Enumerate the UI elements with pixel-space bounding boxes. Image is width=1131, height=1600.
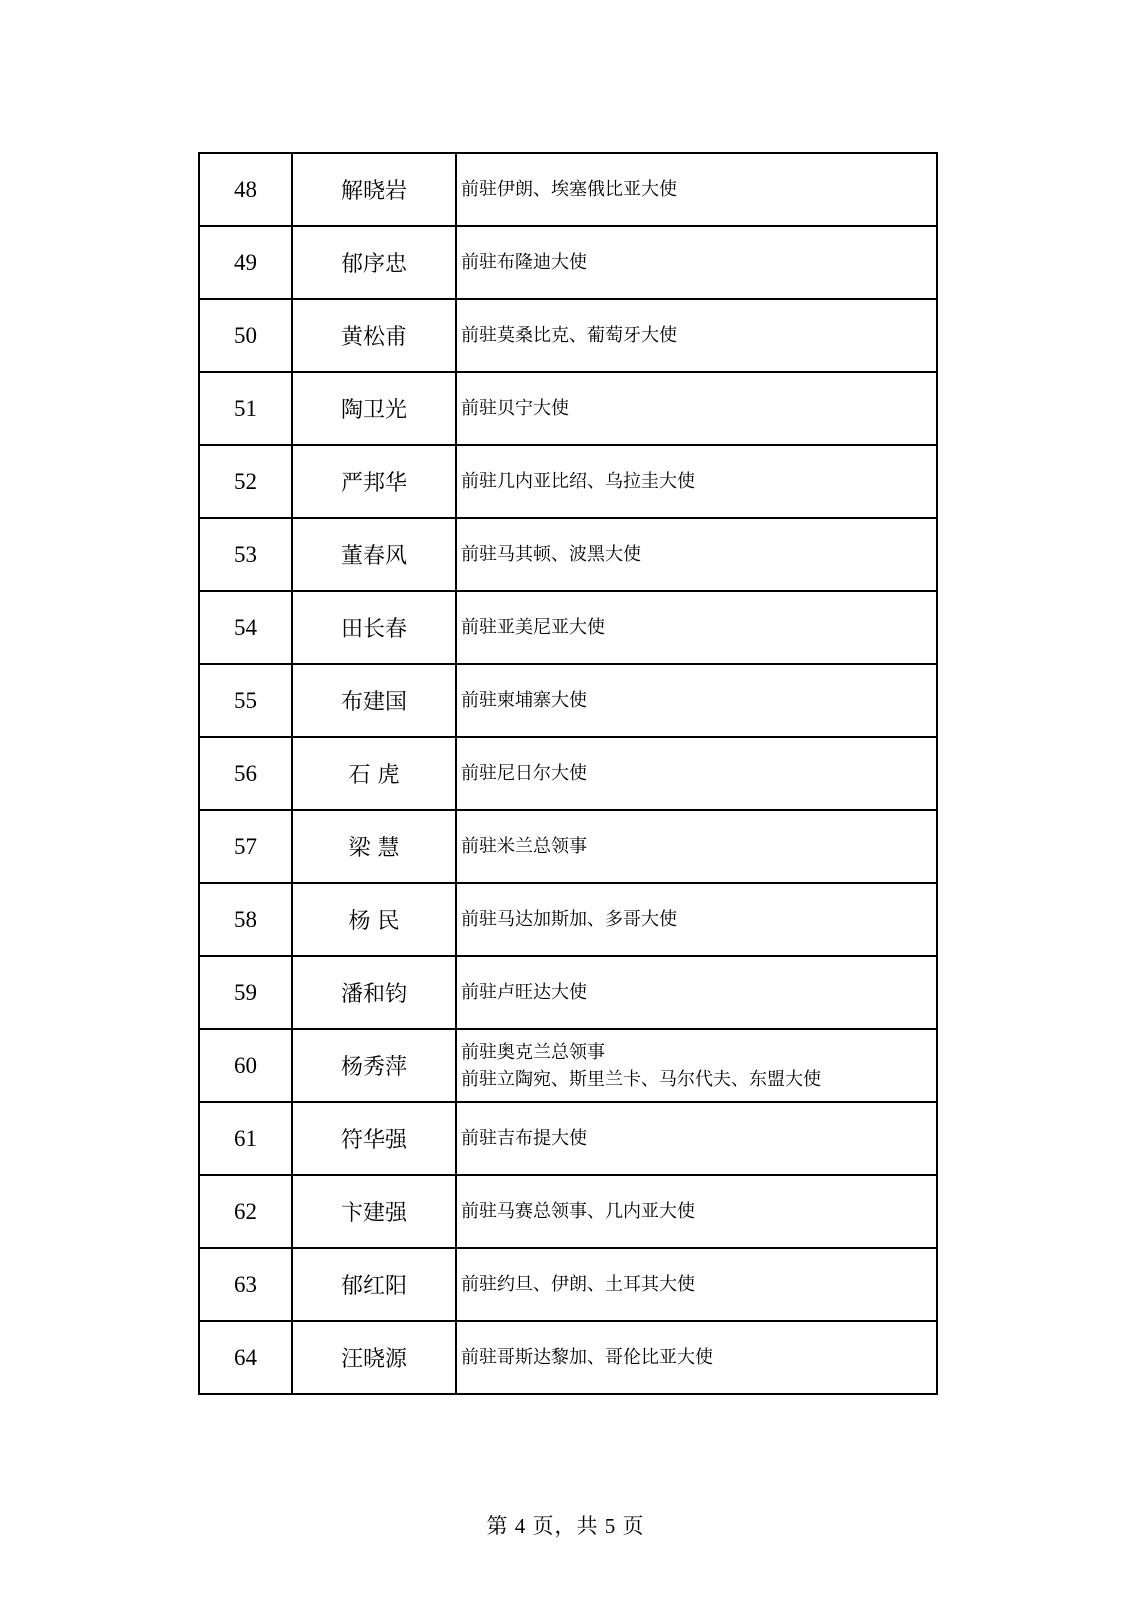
former-post-line: 前驻卢旺达大使 [461,982,587,1003]
table-row [199,1321,937,1394]
former-post-cell [456,591,937,664]
table-row [199,372,937,445]
table-row [199,664,937,737]
former-post-cell [456,810,937,883]
name-cell: 董春风 [292,518,456,591]
row-number-cell: 48 [199,153,292,226]
former-post-cell [456,1321,937,1394]
name-cell: 郁红阳 [292,1248,456,1321]
former-post-cell [456,153,937,226]
former-post-cell [456,372,937,445]
former-post-cell [456,299,937,372]
name-cell: 潘和钧 [292,956,456,1029]
former-post-cell [456,956,937,1029]
table-row [199,153,937,226]
table-row [199,737,937,810]
row-number-cell: 60 [199,1029,292,1102]
former-post-line: 前驻立陶宛、斯里兰卡、马尔代夫、东盟大使 [461,1068,821,1090]
former-post-line: 前驻哥斯达黎加、哥伦比亚大使 [461,1347,713,1368]
table-row [199,1102,937,1175]
row-number-cell: 58 [199,883,292,956]
table-row [199,591,937,664]
former-post-line: 前驻莫桑比克、葡萄牙大使 [461,325,677,346]
name-cell: 严邦华 [292,445,456,518]
table-row [199,956,937,1029]
table-row [199,226,937,299]
former-post-line: 前驻尼日尔大使 [461,763,587,784]
former-post-line: 前驻约旦、伊朗、土耳其大使 [461,1274,695,1295]
former-post-cell [456,518,937,591]
former-post-cell [456,1102,937,1175]
table-row [199,299,937,372]
name-cell: 汪晓源 [292,1321,456,1394]
table-row [199,1029,937,1102]
table-row [199,1248,937,1321]
name-cell: 陶卫光 [292,372,456,445]
page-number-label: 第 4 页，共 5 页 [486,1514,645,1538]
former-post-line: 前驻马达加斯加、多哥大使 [461,909,677,930]
former-post-cell [456,737,937,810]
table-row [199,518,937,591]
former-post-line: 前驻布隆迪大使 [461,252,587,273]
former-post-cell [456,226,937,299]
row-number-cell: 62 [199,1175,292,1248]
roster-table-body [199,153,937,1394]
former-post-line: 前驻马其顿、波黑大使 [461,544,641,565]
name-cell: 卞建强 [292,1175,456,1248]
former-post-cell [456,1248,937,1321]
name-cell: 郁序忠 [292,226,456,299]
name-cell: 梁 慧 [292,810,456,883]
former-post-line: 前驻米兰总领事 [461,836,587,857]
table-row [199,883,937,956]
former-post-line: 前驻亚美尼亚大使 [461,617,605,638]
row-number-cell: 59 [199,956,292,1029]
row-number-cell: 51 [199,372,292,445]
row-number-cell: 49 [199,226,292,299]
former-post-line: 前驻马赛总领事、几内亚大使 [461,1201,695,1222]
name-cell: 杨秀萍 [292,1029,456,1102]
table-row [199,810,937,883]
former-post-cell [456,445,937,518]
former-post-line: 前驻柬埔寨大使 [461,690,587,711]
name-cell: 解晓岩 [292,153,456,226]
name-cell: 杨 民 [292,883,456,956]
former-post-line: 前驻贝宁大使 [461,398,569,419]
row-number-cell: 57 [199,810,292,883]
row-number-cell: 55 [199,664,292,737]
former-post-cell [456,883,937,956]
page-footer [0,1510,1131,1540]
former-post-line: 前驻伊朗、埃塞俄比亚大使 [461,179,677,200]
table-row [199,445,937,518]
row-number-cell: 64 [199,1321,292,1394]
name-cell: 田长春 [292,591,456,664]
former-post-cell [456,664,937,737]
row-number-cell: 53 [199,518,292,591]
former-post-cell [456,1029,937,1102]
name-cell: 石 虎 [292,737,456,810]
table-row [199,1175,937,1248]
name-cell: 黄松甫 [292,299,456,372]
former-post-line: 前驻几内亚比绍、乌拉圭大使 [461,471,695,492]
row-number-cell: 61 [199,1102,292,1175]
row-number-cell: 56 [199,737,292,810]
former-post-line: 前驻奥克兰总领事 [461,1041,605,1063]
row-number-cell: 63 [199,1248,292,1321]
row-number-cell: 54 [199,591,292,664]
name-cell: 符华强 [292,1102,456,1175]
former-post-cell [456,1175,937,1248]
row-number-cell: 52 [199,445,292,518]
name-cell: 布建国 [292,664,456,737]
roster-table [198,152,938,1395]
row-number-cell: 50 [199,299,292,372]
former-post-line: 前驻吉布提大使 [461,1128,587,1149]
